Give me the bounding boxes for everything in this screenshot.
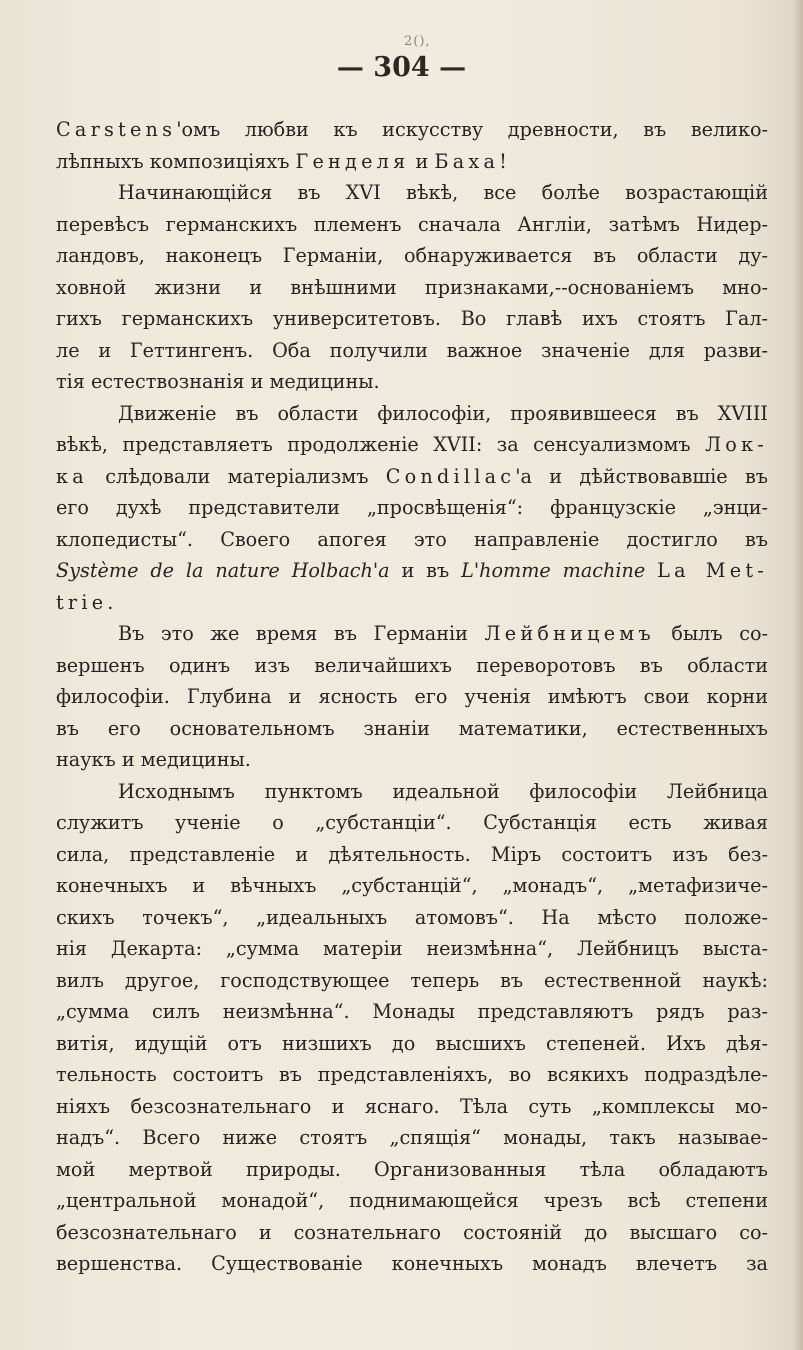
text-line: Исходнымъ пунктомъ идеальной философіи Лейбница (118, 779, 768, 803)
text-line: лѣпныхъ композиціяхъ Генделя и Баха! (56, 149, 507, 173)
text-line: „сумма силъ неизмѣнна“. Монады представляютъ рядъ раз- (56, 1000, 768, 1023)
text-line: гихъ германскихъ университетовъ. Во главѣ ихъ стоятъ Гал- (56, 307, 768, 330)
text-line: его духѣ представители „просвѣщенія“: французскіе „энци- (56, 496, 768, 519)
text-line: вилъ другое, господствующее теперь въ естественной наукѣ: (56, 968, 768, 992)
body-text (56, 114, 768, 1280)
text-line: мой мертвой природы. Организованныя тѣла обладаютъ (56, 1157, 768, 1181)
text-line: ніяхъ безсознательнаго и яснаго. Тѣла суть „комплексы мо- (56, 1094, 768, 1118)
text-line: ховной жизни и внѣшними признаками,--основаніемъ мно- (56, 275, 768, 299)
text-line: вершенства. Существованіе конечныхъ монадъ влечетъ за (56, 1252, 768, 1275)
text-line: сила, представленіе и дѣятельность. Міръ состоитъ изъ без- (56, 842, 768, 866)
text-line: наукъ и медицины. (56, 748, 251, 771)
text-line: надъ“. Всего ниже стоятъ „спящія“ монады, такъ называе- (56, 1126, 768, 1149)
text-line: ландовъ, наконецъ Германіи, обнаруживается въ области ду- (56, 244, 768, 267)
text-line: ле и Геттингенъ. Оба получили важное значеніе для разви- (56, 338, 768, 362)
page-edge-shadow (793, 0, 803, 1350)
text-line: Carstens'омъ любви къ искусству древности, въ велико- (56, 118, 768, 141)
page-number: — 304 — (336, 52, 467, 83)
text-line: вѣкѣ, представляетъ продолженіе XVII: за сенсуализмомъ Лок- (56, 433, 768, 456)
text-line: Начинающійся въ XVI вѣкѣ, все болѣе возрастающій (118, 181, 768, 204)
text-line: тія естествознанія и медицины. (56, 370, 380, 393)
text-line: витія, идущій отъ низшихъ до высшихъ степеней. Ихъ дѣя- (56, 1031, 768, 1055)
text-line: клопедисты“. Своего апогея это направленіе достигло въ (56, 527, 768, 551)
text-line: trie. (56, 590, 114, 614)
text-line: Въ это же время въ Германіи Лейбницемъ былъ со- (118, 622, 768, 645)
text-line: перевѣсъ германскихъ племенъ сначала Англіи, затѣмъ Нидер- (56, 212, 768, 236)
text-line: Système de la nature Holbach'а и въ L'homme machine La Met- (56, 559, 768, 582)
text-line: философіи. Глубина и ясность его ученія имѣютъ свои корни (56, 685, 768, 708)
text-line: служитъ ученіе о „субстанціи“. Субстанція есть живая (56, 811, 768, 834)
sheet-mark: 2(), (404, 34, 431, 49)
text-line: ка слѣдовали матеріализмъ Condillac'а и дѣйствовавшіе въ (56, 464, 768, 488)
text-line: вершенъ одинъ изъ величайшихъ переворотовъ въ области (56, 653, 768, 677)
text-line: конечныхъ и вѣчныхъ „субстанцій“, „монадъ“, „метафизиче- (56, 874, 768, 897)
text-line: въ его основательномъ знаніи математики, естественныхъ (56, 716, 768, 740)
text-line: скихъ точекъ“, „идеальныхъ атомовъ“. На мѣсто положе- (56, 905, 768, 929)
text-line: безсознательнаго и сознательнаго состояній до высшаго со- (56, 1220, 768, 1244)
text-line: нія Декарта: „сумма матеріи неизмѣнна“, Лейбницъ выста- (56, 937, 768, 960)
text-line: Движеніе въ области философіи, проявившееся въ XVIII (118, 401, 768, 425)
text-line: „центральной монадой“, поднимающейся чрезъ всѣ степени (56, 1189, 768, 1212)
text-line: тельность состоитъ въ представленіяхъ, во всякихъ подраздѣле- (56, 1063, 768, 1086)
